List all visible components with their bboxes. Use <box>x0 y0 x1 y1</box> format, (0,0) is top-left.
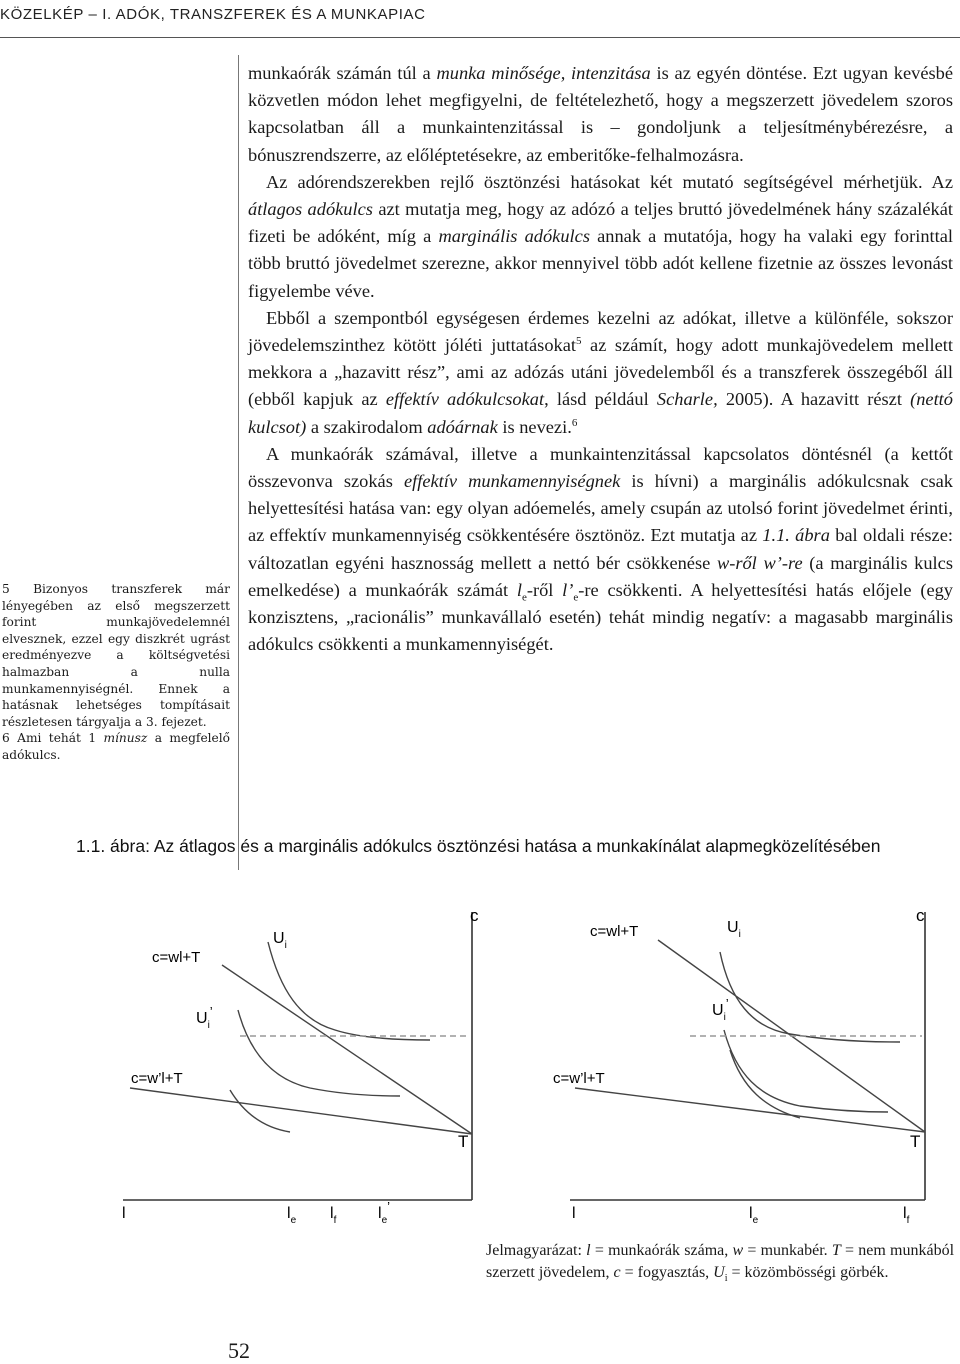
paragraph-3: Ebből a szempontból egységesen érdemes kezelni az adókat, illetve a különféle, sokszor jövedelemszinthez kötött jóléti juttatásokat$^5$ az számít, hogy adott munkajövedelem mellett mekkora a „hazavitt rész”, ami az adózás utáni jövedelemből és a transzferek összegéből áll (ebből kapjuk az effektív adókulcsokat, lásd például Scharle, 2005). A hazavitt részt (nettó kulcsot) a szakirodalom adóárnak is nevezi.$^6$ <box>248 307 953 437</box>
footnote-6: 6 Ami tehát 1 mínusz a megfelelő adókulcs. <box>2 731 230 762</box>
paragraph-4: A munkaórák számával, illetve a munkaintenzitással kapcsolatos döntésnél (a kettőt összevonva szokás effektív munkamennyiségnek is hívni) a marginális adókulcsnak csak helyettesítési hatása van: egy olyan adóemelés, amely csupán az utolsó forint jövedelmet érinti, az effektív munkamennyiség csökkentésére ösztönöz. Ezt mutatja az 1.1. ábra bal oldali része: változatlan egyéni hasznosság mellett a nettó bér csökkenése w-ről w’-re (a marginális kulcs emelkedése) a munkaórák számát $l_e$-ről $l’_e-re$ csökkenti. A helyettesítési hatás előjele (egy konzisztens, „racionális” munkavállaló esetén) tehát mindig negatív: a magasabb marginális adókulcs csökkenti a munkamennyiségét. <box>248 443 953 655</box>
right-label-ui: $U_i$ <box>727 919 741 940</box>
right-label-le: $l_e$ <box>749 1205 759 1226</box>
right-indifference-curve-ui-lower <box>730 1050 800 1118</box>
figure-diagram <box>0 870 960 1240</box>
right-panel <box>570 912 925 1200</box>
column-divider <box>238 55 239 870</box>
right-label-budget-prime: c=w’l+T <box>553 1070 605 1087</box>
body-text <box>248 60 953 658</box>
left-label-le: $l_e$ <box>287 1205 297 1226</box>
running-header: KÖZELKÉP – I. ADÓK, TRANSZFEREK ÉS A MUNKAPIAC <box>0 6 426 23</box>
right-label-ui-prime: $U_i^’$ <box>712 996 729 1023</box>
right-indifference-curve-ui-prime <box>724 1030 888 1112</box>
right-indifference-curve-ui <box>720 952 900 1042</box>
footnotes <box>2 581 230 764</box>
right-label-T: T <box>910 1132 921 1151</box>
header-divider <box>0 37 960 38</box>
left-budget-line-prime <box>130 1088 472 1134</box>
left-label-ui: $U_i$ <box>273 930 287 951</box>
paragraph-2: Az adórendszerekben rejlő ösztönzési hatásokat két mutató segítségével mérhetjük. Az átlagos adókulcs azt mutatja meg, hogy az adózó a teljes bruttó jövedelmének hány százalékát fizeti be adóként, míg a marginális adókulcs annak a mutatója, hogy ha valaki egy forinttal több bruttó jövedelmet szerezne, akkor mennyivel több adót kellene fizetnie az összes levonást figyelembe véve. <box>248 171 954 301</box>
right-label-c: c <box>916 906 925 925</box>
left-indifference-curve-ui <box>268 942 430 1040</box>
footnote-5: 5 Bizonyos transzferek már lényegében az első megszerzett forint munkajövedelemnél elvesznek, ezzel egy diszkrét ugrást eredményezve a költségvetési halmazban a nulla munkamennyiségnél. Ennek a hatásnak lehetséges tompításait részletesen tárgyalja a 3. fejezet. <box>2 582 230 729</box>
right-label-lf: $l_f$ <box>903 1205 910 1226</box>
right-label-l: l <box>572 1205 576 1222</box>
left-label-ui-prime: $U_i^’$ <box>196 1004 213 1031</box>
page-number: 52 <box>228 1338 250 1363</box>
figure-legend: Jelmagyarázat: l = munkaórák száma, w = munkabér. T = nem munkából szerzett jövedelem, c = fogyasztás, $U_i$ = közömbösségi görbék. <box>486 1242 955 1285</box>
left-label-c: c <box>470 906 479 925</box>
left-label-budget: c=wl+T <box>152 949 201 966</box>
left-indifference-curve-ui-lower <box>230 1090 290 1132</box>
left-label-lf: $l_f$ <box>330 1205 337 1226</box>
figure-title: 1.1. ábra: Az átlagos és a marginális adókulcs ösztönzési hatása a munkakínálat alapmegközelítésében <box>76 836 881 856</box>
left-label-l: l <box>122 1205 126 1222</box>
right-label-budget: c=wl+T <box>590 923 639 940</box>
left-label-le-prime: $l_e^’$ <box>378 1199 391 1226</box>
left-label-budget-prime: c=w’l+T <box>131 1070 183 1087</box>
paragraph-1: munkaórák számán túl a munka minősége, intenzitása is az egyén döntése. Ezt ugyan kevésbé közvetlen módon lehet megfigyelni, de feltételezhető, hogy a megszerzett jövedelem szoros kapcsolatban áll a munkaintenzitással is – gondoljunk a teljesítménybérezésre, a bónuszrendszerre, az előléptetésekre, az emberitőke-felhalmozásra. <box>248 63 953 165</box>
left-label-T: T <box>458 1132 469 1151</box>
left-budget-line <box>222 965 472 1134</box>
